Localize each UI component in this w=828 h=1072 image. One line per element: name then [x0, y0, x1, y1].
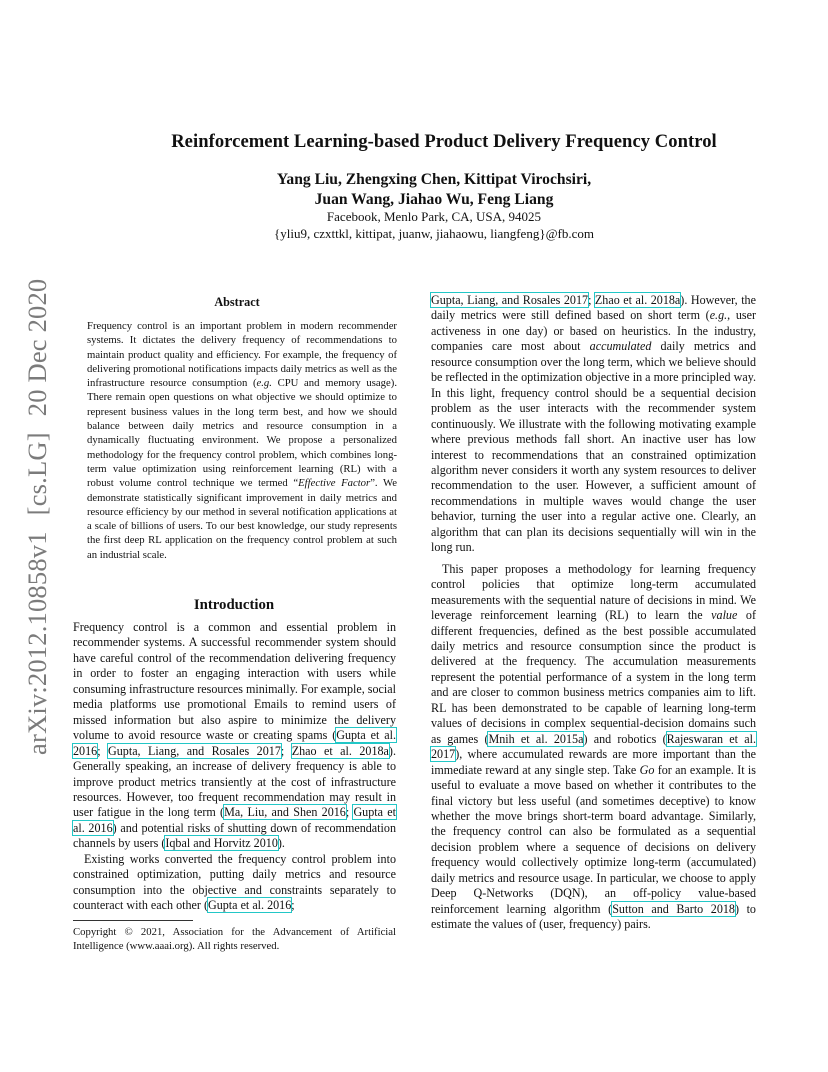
intro-text-part: ) and potential risks of shutting down of recommendation channels by users (	[73, 820, 396, 851]
right-text-part: , user activeness in one day) or based on heuristics. In the industry, companies care most about	[431, 308, 756, 354]
intro-text-part: Frequency control is a common and essential problem in recommender systems. A successful recommender system should have careful control of the recommendation delivering frequency in order to foster an engaging interaction with users while consuming infrastructure resources minimally. For example, social media platforms use promotional Emails to remind users of missed information but also aspire to minimize the delivery volume to avoid resource waste or creating spams (	[73, 620, 396, 743]
abstract-heading: Abstract	[214, 295, 260, 309]
citation-link[interactable]: Ma, Liu, and Shen 2016	[224, 805, 346, 820]
right-emphasis: Go	[639, 762, 655, 777]
abstract-paragraph	[87, 319, 397, 562]
introduction-text	[73, 620, 396, 914]
arxiv-id: arXiv:2012.10858v1	[22, 531, 52, 755]
right-text-part: daily metrics and resource consumption over the long term, which we believe should be reflected in the optimization objective in a more principled way. In this light, frequency control should be a sequential decision problem as the user interacts with the recommender system continuously. We illustrate with the following motivating example where previous methods fall short. An inactive user has low interest to recommendations that an constrained optimization algorithm never considers it worth any system resources to deliver recommendation to the user. However, a sufficient amount of recommendations in multiple waves would change the user behavior, turning the user into a regular active one. Clearly, an algorithm that can plan its decisions sequentially will win in the long run.	[431, 339, 756, 555]
citation-link[interactable]: Gupta et al. 2016	[73, 805, 396, 835]
abstract-text-part: CPU and memory usage). There remain open questions on what objective we should optimize to represent business values in the long term best, and how we should balance between daily metrics and resource consumption in a dynamically fluctuating environment. We propose a personalized methodology for the frequency control problem, which combines long-term value optimization using reinforcement learning (RL) with a robust volume control technique we termed “	[87, 377, 397, 490]
intro-text-part: Existing works converted the frequency control problem into constrained optimization, putting daily metrics and resource consumption into the objective and constraints separately to counteract with each other (	[73, 851, 396, 913]
right-paragraph-1: Gupta, Liang, and Rosales 2017; Zhao et al. 2018a). However, the daily metrics were still defined based on short term (e.g., user activeness in one day) or based on heuristics. In the industry, companies care most about accumulated daily metrics and resource consumption over the long term, which we believe should be reflected in the optimization objective in a more principled way. In this light, frequency control should be a sequential decision problem as the user interacts with the recommender system continuously. We illustrate with the following motivating example where previous methods fall short. An inactive user has low interest to recommendations that an constrained optimization algorithm never considers it worth any system resources to deliver recommendation to the user. However, a sufficient amount of recommendations in multiple waves would change the user behavior, turning the user into a regular active one. Clearly, an algorithm that can plan its decisions sequentially will win in the long run.	[431, 293, 756, 555]
abstract-text-part: ”. We demonstrate statistically significant improvement in daily metrics and resource efficiency by our method in several notification applications at a scale of billions of users. To our best knowledge, our study represents the first deep RL application on the frequency control problem at such an industrial scale.	[87, 477, 397, 561]
right-paragraph-2	[431, 562, 756, 933]
citation-link[interactable]: Gupta, Liang, and Rosales 2017	[108, 743, 281, 758]
authors-line-2: Juan Wang, Jiahao Wu, Feng Liang	[314, 191, 554, 208]
intro-text-part: ).	[277, 836, 285, 851]
right-text-part: of different frequencies, defined as the best possible accumulated daily metrics and resource consumption since the product is delivered at the frequency. The accumulation measurements represent the potential performance of a system in the long term and are closer to common business metrics companies aim to lift. RL has been demonstrated to be capable of learning long-term values of decisions in complex sequential-decision domains such as games (	[431, 608, 756, 746]
abstract-text-part: Frequency control is an important problem in modern recommender systems. It dictates the delivery frequency of recommendations to maintain product quality and efficiency. For example, the frequency of delivering promotional notifications impacts daily metrics as well as the infrastructure resource consumption (	[87, 320, 397, 390]
intro-paragraph-2	[73, 852, 396, 914]
right-text-part: ) and robotics (	[583, 731, 667, 746]
intro-paragraph-1: Frequency control is a common and essential problem in recommender systems. A successful recommender system should have careful control of the recommendation delivering frequency in order to foster an engaging interaction with users while consuming infrastructure resources minimally. For example, social media platforms use promotional Emails to remind users of missed information but also aspire to minimize the delivery volume to avoid resource waste or creating spams (Gupta et al. 2016; Gupta, Liang, and Rosales 2017; Zhao et al. 2018a). Generally speaking, an increase of delivery frequency is able to improve product metrics transiently at the cost of infrastructure resources. However, too frequent recommendation may result in user fatigue in the long term (Ma, Liu, and Shen 2016; Gupta et al. 2016) and potential risks of shutting down of recommendation channels by users (Iqbal and Horvitz 2010).	[73, 620, 396, 851]
citation-link[interactable]: Zhao et al. 2018a	[291, 743, 389, 758]
abstract-text	[87, 319, 397, 562]
introduction-heading: Introduction	[193, 597, 275, 613]
right-text-part: ). However, the daily metrics were still defined based on short term (	[431, 293, 756, 323]
abstract-emphasis: Effective Factor	[298, 477, 371, 490]
right-column-text	[431, 293, 756, 933]
right-text-part: ) to estimate the values of (user, frequency) pairs.	[431, 901, 756, 932]
right-text-part: This paper proposes a methodology for learning frequency control policies that optimize long-term accumulated measurements with the sequential nature of decisions in mind. We leverage reinforcement learning (RL) to learn the	[431, 561, 756, 623]
arxiv-identifier-stamp	[22, 279, 53, 755]
affiliation-org: Facebook, Menlo Park, CA, USA, 94025	[326, 209, 542, 224]
citation-link[interactable]: Gupta et al. 2016	[73, 728, 396, 758]
right-text-part: for an example. It is useful to evaluate a move based on whether it contributes to the final victory but less useful (and sometimes deceptive) to know whether the move brings short-term board advantage. Similarly, the frequency control can also be formulated as a sequential decision problem where a sequence of decisions on delivery frequency would collectively optimize long-term (accumulated) daily metrics and resource usage. In particular, we choose to apply Deep Q-Networks (DQN), an off-policy value-based reinforcement learning algorithm (	[431, 762, 756, 916]
arxiv-date: 20 Dec 2020	[22, 278, 52, 417]
abstract-emphasis: e.g.	[256, 377, 272, 390]
citation-link[interactable]: Sutton and Barto 2018	[612, 901, 735, 916]
right-text-part: ), where accumulated rewards are more important than the immediate reward at any single step. Take	[431, 747, 756, 777]
citation-link[interactable]: Gupta et al. 2016	[207, 898, 292, 913]
right-emphasis: accumulated	[589, 339, 652, 354]
paper-title: Reinforcement Learning-based Product Delivery Frequency Control	[171, 131, 717, 152]
arxiv-category: [cs.LG]	[22, 432, 52, 516]
citation-link[interactable]: Mnih et al. 2015a	[488, 731, 584, 746]
footnote-divider	[73, 920, 193, 921]
citation-link[interactable]: Zhao et al. 2018a	[594, 293, 681, 307]
citation-link[interactable]: Gupta, Liang, and Rosales 2017	[431, 293, 589, 307]
right-emphasis: value	[711, 608, 738, 623]
intro-text-part: ). Generally speaking, an increase of delivery frequency is able to improve product metrics transiently at the cost of infrastructure resources. However, too frequent recommendation may result in user fatigue in the long term (	[73, 743, 396, 820]
author-list	[40, 170, 828, 210]
citation-link[interactable]: Rajeswaran et al. 2017	[431, 731, 756, 762]
author-emails: {yliu9, czxttkl, kittipat, juanw, jiahaowu, liangfeng}@fb.com	[273, 226, 594, 241]
intro-text-part: ;	[291, 898, 295, 913]
right-emphasis: e.g.	[709, 308, 728, 323]
copyright-notice: Copyright © 2021, Association for the Advancement of Artificial Intelligence (www.aaai.org). All rights reserved.	[73, 926, 396, 952]
authors-line-1: Yang Liu, Zhengxing Chen, Kittipat Virochsiri,	[276, 171, 592, 188]
affiliation	[40, 208, 828, 242]
citation-link[interactable]: Iqbal and Horvitz 2010	[165, 836, 278, 851]
